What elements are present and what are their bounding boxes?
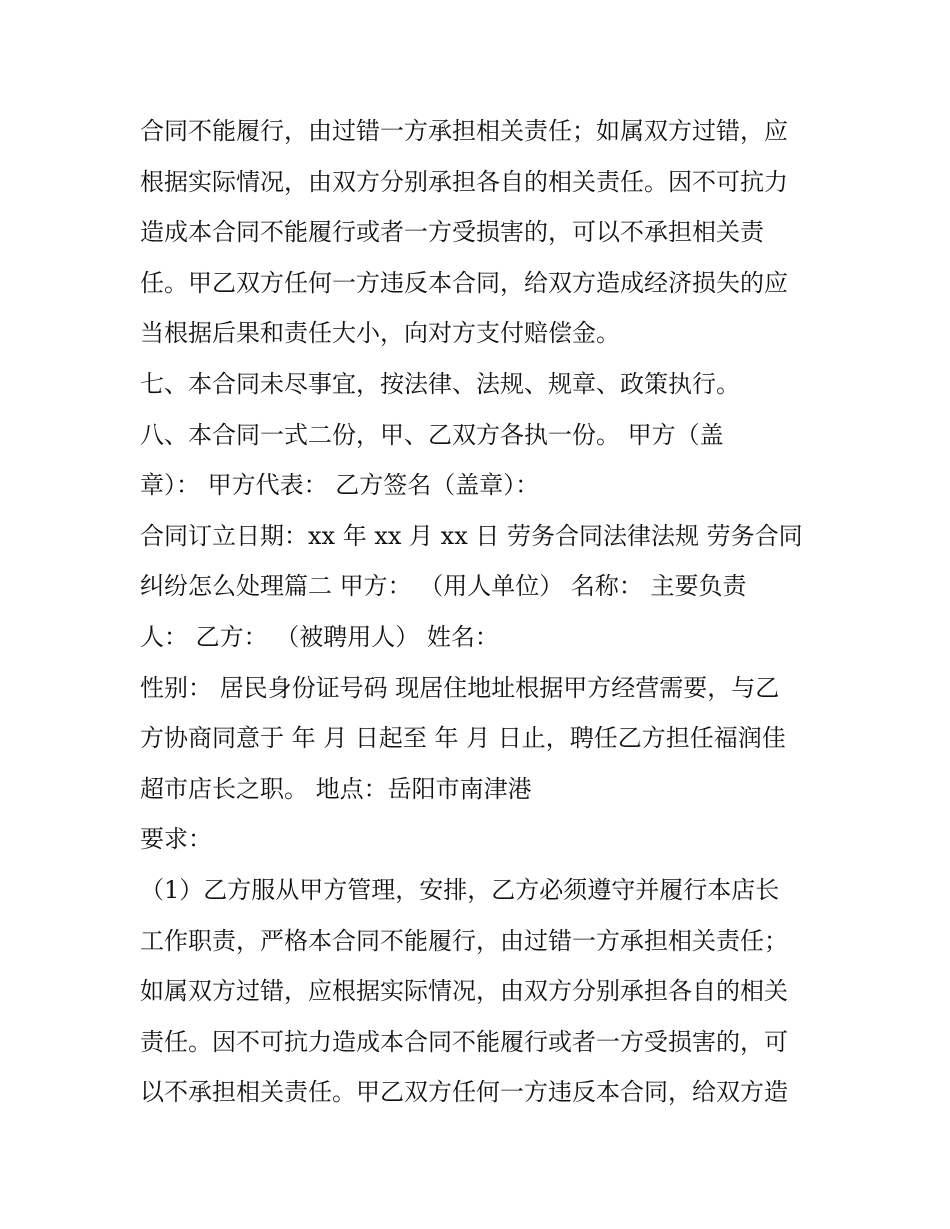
text-line: 章）： 甲方代表： 乙方签名（盖章）： [140,471,540,500]
text-line: 人： 乙方： （被聘用人） 姓名： [140,622,499,651]
text-line: 根据实际情况，由双方分别承担各自的相关责任。因不可抗力 [140,167,788,196]
text-line: 八、本合同一式二份，甲、乙双方各执一份。 甲方（盖 [140,420,724,449]
document-body [140,106,820,1118]
text-line: 七、本合同未尽事宜，按法律、法规、规章、政策执行。 [140,369,740,398]
text-line: 合同订立日期：xx 年 xx 月 xx 日 劳务合同法律法规 劳务合同 [140,521,803,550]
text-line: 方协商同意于 年 月 日起至 年 月 日止，聘任乙方担任福润佳 [140,724,786,753]
text-line: 合同不能履行，由过错一方承担相关责任；如属双方过错，应 [140,117,788,145]
text-line: 要求： [140,825,212,854]
text-line: 以不承担相关责任。甲乙双方任何一方违反本合同，给双方造 [140,1078,788,1107]
text-line: 纠纷怎么处理篇二 甲方： （用人单位） 名称： 主要负责 [140,572,747,601]
text-line: 责任。因不可抗力造成本合同不能履行或者一方受损害的，可 [140,1027,788,1056]
text-line: 任。甲乙双方任何一方违反本合同，给双方造成经济损失的应 [140,268,788,297]
text-line: 工作职责，严格本合同不能履行，由过错一方承担相关责任； [140,926,788,955]
text-line: 性别： 居民身份证号码 现居住地址根据甲方经营需要，与乙 [140,673,780,702]
text-line: 超市店长之职。 地点：岳阳市南津港 [140,774,532,803]
text-line: 如属双方过错，应根据实际情况，由双方分别承担各自的相关 [140,977,788,1006]
text-line: 造成本合同不能履行或者一方受损害的，可以不承担相关责 [140,218,764,247]
text-line: （1）乙方服从甲方管理，安排，乙方必须遵守并履行本店长 [140,875,780,904]
text-line: 当根据后果和责任大小，向对方支付赔偿金。 [140,319,620,348]
